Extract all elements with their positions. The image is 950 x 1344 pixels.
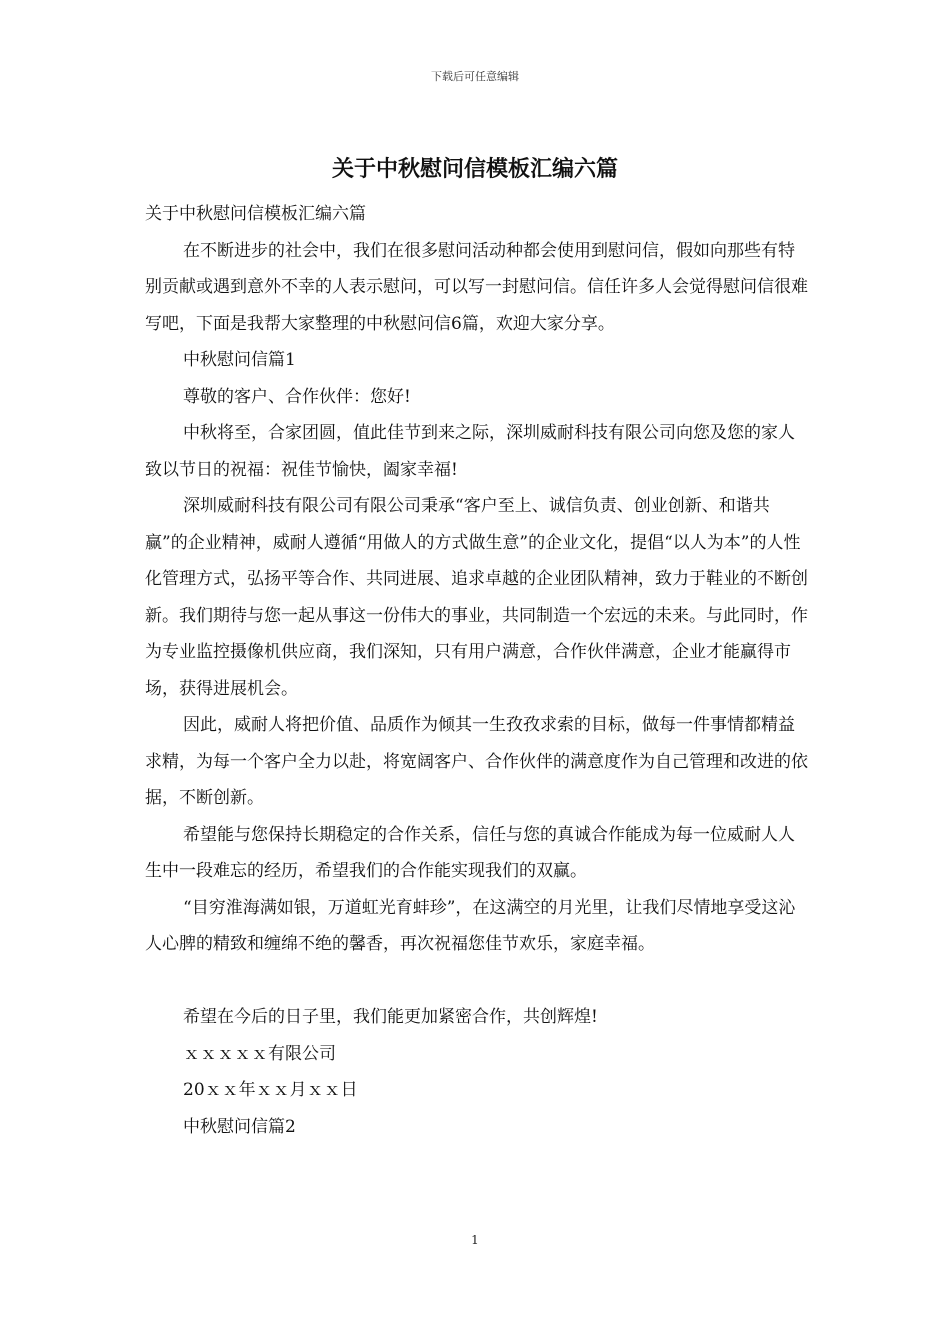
letter-salutation: 尊敬的客户、合作伙伴：您好! bbox=[183, 386, 411, 407]
letter-paragraph: 因此，威耐人将把价值、品质作为倾其一生孜孜求索的目标，做每一件事情都精益求精，为每一个客户全力以赴，将宽阔客户、合作伙伴的满意度作为自己管理和改进的依据，不断创新。 bbox=[145, 715, 808, 808]
letter-paragraph: “目穷淮海满如银，万道虹光育蚌珍”，在这满空的月光里，让我们尽情地享受这沁人心脾的精致和缠绵不绝的馨香，再次祝福您佳节欢乐，家庭幸福。 bbox=[145, 897, 796, 954]
letter-signature-company: ｘｘｘｘｘ有限公司 bbox=[183, 1043, 336, 1064]
page-number: 1 bbox=[471, 1233, 479, 1247]
document-subtitle: 关于中秋慰问信模板汇编六篇 bbox=[145, 204, 366, 224]
document-body bbox=[145, 196, 810, 1145]
document-title: 关于中秋慰问信模板汇编六篇 bbox=[331, 156, 618, 182]
letter-closing: 希望在今后的日子里，我们能更加紧密合作，共创辉煌! bbox=[183, 1007, 598, 1027]
page-header-note: 下载后可任意编辑 bbox=[431, 70, 519, 83]
intro-paragraph: 在不断进步的社会中，我们在很多慰问活动种都会使用到慰问信，假如向那些有特别贡献或遇到意外不幸的人表示慰问，可以写一封慰问信。信任许多人会觉得慰问信很难写吧，下面是我帮大家整理的中秋慰问信6篇，欢迎大家分享。 bbox=[145, 240, 808, 334]
letter-date: 20ｘｘ年ｘｘ月ｘｘ日 bbox=[183, 1080, 358, 1100]
letter-paragraph: 深圳威耐科技有限公司有限公司秉承“客户至上、诚信负责、创业创新、和谐共赢”的企业精神，威耐人遵循“用做人的方式做生意”的企业文化，提倡“以人为本”的人性化管理方式，弘扬平等合作、共同进展、追求卓越的企业团队精神，致力于鞋业的不断创新。我们期待与您一起从事这一份伟大的事业，共同制造一个宏远的未来。与此同时，作为专业监控摄像机供应商，我们深知，只有用户满意，合作伙伴满意，企业才能赢得市场，获得进展机会。 bbox=[145, 496, 808, 699]
letter-paragraph: 中秋将至，合家团圆，值此佳节到来之际，深圳威耐科技有限公司向您及您的家人致以节日的祝福：祝佳节愉快，阖家幸福! bbox=[145, 423, 795, 480]
section-heading-letter-1: 中秋慰问信篇1 bbox=[183, 350, 296, 370]
letter-paragraph: 希望能与您保持长期稳定的合作关系，信任与您的真诚合作能成为每一位威耐人人生中一段难忘的经历，希望我们的合作能实现我们的双赢。 bbox=[145, 824, 795, 881]
section-heading-letter-2: 中秋慰问信篇2 bbox=[183, 1116, 296, 1137]
